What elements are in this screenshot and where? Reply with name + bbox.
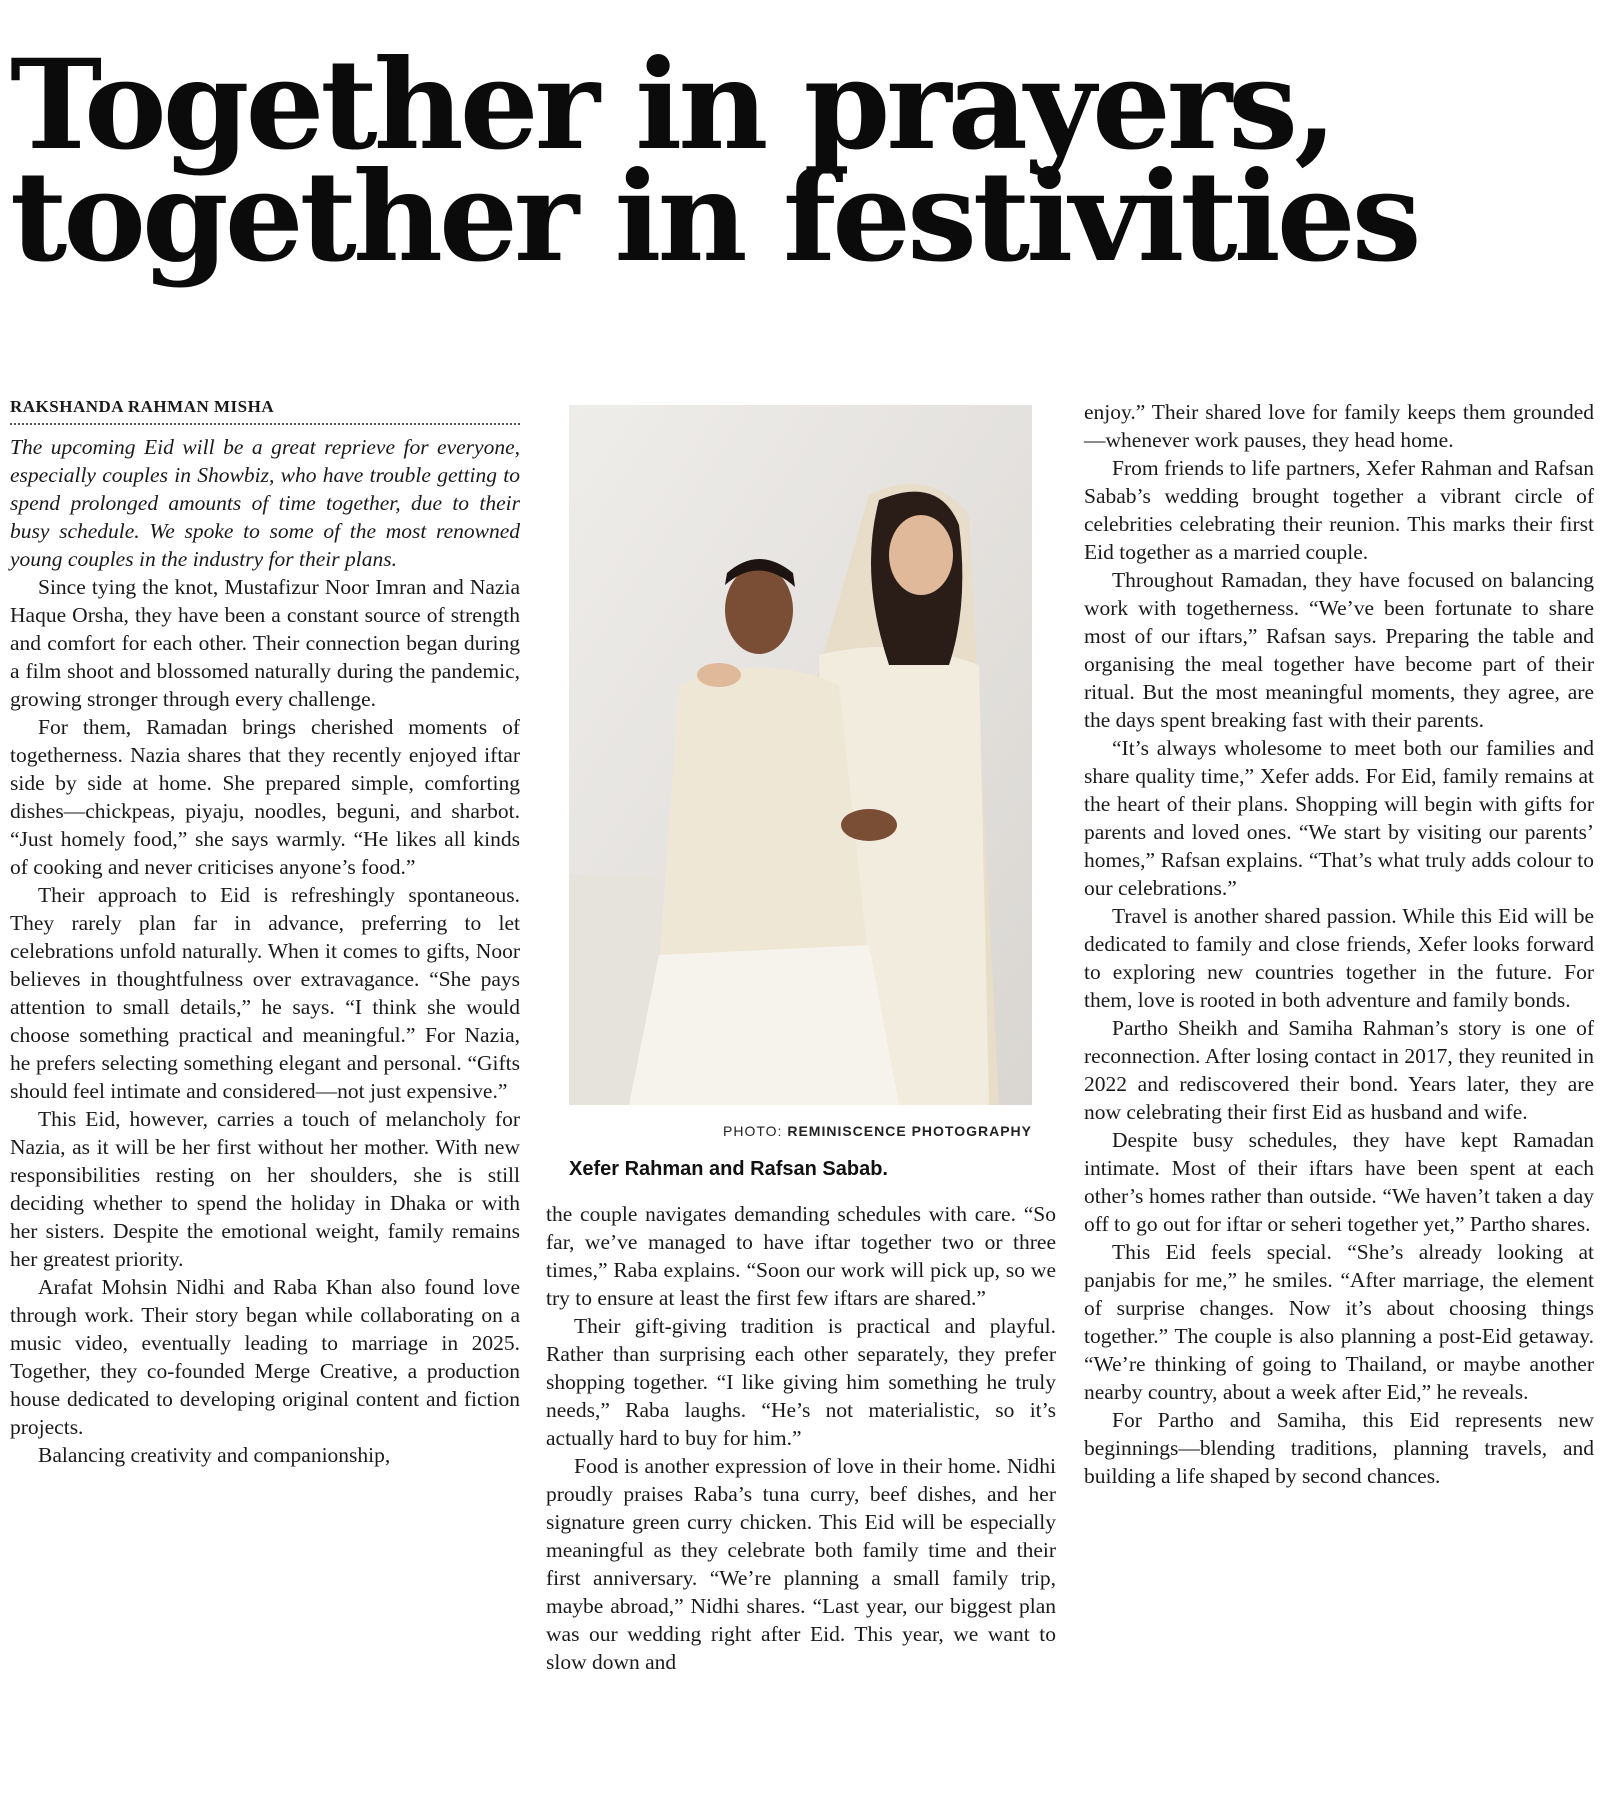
article-intro: The upcoming Eid will be a great reprieve for everyone, especially couples in Showbiz, who have trouble getting to spend prolonged amounts of time together, due to their busy schedule. We spoke to some of the most renowned young couples in the industry for their plans. [10,435,520,571]
photo-credit-name: REMINISCENCE PHOTOGRAPHY [787,1123,1032,1139]
headline-line-2: together in festivities [10,145,1418,290]
paragraph: Their gift-giving tradition is practical and playful. Rather than surprising each other separately, they prefer shopping together. “I like giving him something he truly needs,” Raba laughs. “He’s not materialistic, so it’s actually hard to buy for him.” [546,1314,1056,1450]
paragraph: enjoy.” Their shared love for family keeps them grounded—whenever work pauses, they head home. [1084,400,1594,452]
photo-credit-prefix: PHOTO: [723,1123,788,1139]
paragraph: “It’s always wholesome to meet both our families and share quality time,” Xefer adds. For Eid, family remains at the heart of their plans. Shopping will begin with gifts for parents and loved ones. “We start by visiting our parents’ homes,” Rafsan explains. “That’s what truly adds colour to our celebrations.” [1084,736,1594,900]
paragraph: This Eid feels special. “She’s already looking at panjabis for me,” he smiles. “After marriage, the element of surprise changes. Now it’s about choosing things together.” The couple is also planning a post-Eid getaway. “We’re thinking of going to Thailand, or maybe another nearby country, about a week after Eid,” he reveals. [1084,1240,1594,1404]
paragraph: For them, Ramadan brings cherished moments of togetherness. Nazia shares that they recently enjoyed iftar side by side at home. She prepared simple, comforting dishes—chickpeas, piyaju, noodles, beguni, and sharbot. “Just homely food,” she says warmly. “He likes all kinds of cooking and never criticises anyone’s food.” [10,715,520,879]
paragraph: Balancing creativity and companionship, [38,1443,391,1467]
headline [10,33,1600,290]
article-column-3 [1084,398,1594,1490]
paragraph: Their approach to Eid is refreshingly spontaneous. They rarely plan far in advance, preferring to let celebrations unfold naturally. When it comes to gifts, Noor believes in thoughtfulness over extravagance. “She pays attention to small details,” he says. “I think she would choose something practical and meaningful.” For Nazia, he prefers selecting something elegant and personal. “Gifts should feel intimate and considered—not just expensive.” [10,883,520,1103]
paragraph: Arafat Mohsin Nidhi and Raba Khan also found love through work. Their story began while collaborating on a music video, eventually leading to marriage in 2025. Together, they co-founded Merge Creative, a production house dedicated to developing original content and fiction projects. [10,1275,520,1439]
couple-photo-illustration [569,405,1032,1105]
paragraph: Since tying the knot, Mustafizur Noor Imran and Nazia Haque Orsha, they have been a constant source of strength and comfort for each other. Their connection began during a film shoot and blossomed naturally during the pandemic, growing stronger through every challenge. [10,575,520,711]
paragraph: For Partho and Samiha, this Eid represents new beginnings—blending traditions, planning travels, and building a life shaped by second chances. [1084,1408,1594,1488]
headline-line-1: Together in prayers, [10,33,1334,178]
article-column-1 [10,393,520,1469]
paragraph: Travel is another shared passion. While this Eid will be dedicated to family and close friends, Xefer looks forward to exploring new countries together in the future. For them, love is rooted in both adventure and family bonds. [1084,904,1594,1012]
paragraph: Food is another expression of love in their home. Nidhi proudly praises Raba’s tuna curry, beef dishes, and her signature green curry chicken. This Eid will be especially meaningful as they celebrate both family time and their first anniversary. “We’re planning a small family trip, maybe abroad,” Nidhi shares. “Last year, our biggest plan was our wedding right after Eid. This year, we want to slow down and [546,1454,1056,1674]
paragraph: Partho Sheikh and Samiha Rahman’s story is one of reconnection. After losing contact in 2017, they reunited in 2022 and rediscovered their bond. Years later, they are now celebrating their first Eid as husband and wife. [1084,1016,1594,1124]
photo-credit [569,1123,1032,1139]
article-column-2 [546,1200,1056,1676]
paragraph: From friends to life partners, Xefer Rahman and Rafsan Sabab’s wedding brought together a vibrant circle of celebrities celebrating their reunion. This marks their first Eid together as a married couple. [1084,456,1594,564]
couple-photo [569,405,1032,1105]
photo-caption: Xefer Rahman and Rafsan Sabab. [569,1158,888,1180]
paragraph: This Eid, however, carries a touch of melancholy for Nazia, as it will be her first without her mother. With new responsibilities resting on her shoulders, she is still deciding whether to spend the holiday in Dhaka or with her sisters. Despite the emotional weight, family remains her greatest priority. [10,1107,520,1271]
paragraph: Throughout Ramadan, they have focused on balancing work with togetherness. “We’ve been fortunate to share most of our iftars,” Rafsan says. Preparing the table and organising the meal together have become part of their ritual. But the most meaningful moments, they agree, are the days spent breaking fast with their parents. [1084,568,1594,732]
paragraph: Despite busy schedules, they have kept Ramadan intimate. Most of their iftars have been spent at each other’s homes rather than outside. “We haven’t taken a day off to go out for iftar or seheri together yet,” Partho shares. [1084,1128,1594,1236]
paragraph: the couple navigates demanding schedules with care. “So far, we’ve managed to have iftar together two or three times,” Raba explains. “Soon our work will pick up, so we try to ensure at least the first few iftars are shared.” [546,1202,1056,1310]
byline: RAKSHANDA RAHMAN MISHA [10,393,520,425]
